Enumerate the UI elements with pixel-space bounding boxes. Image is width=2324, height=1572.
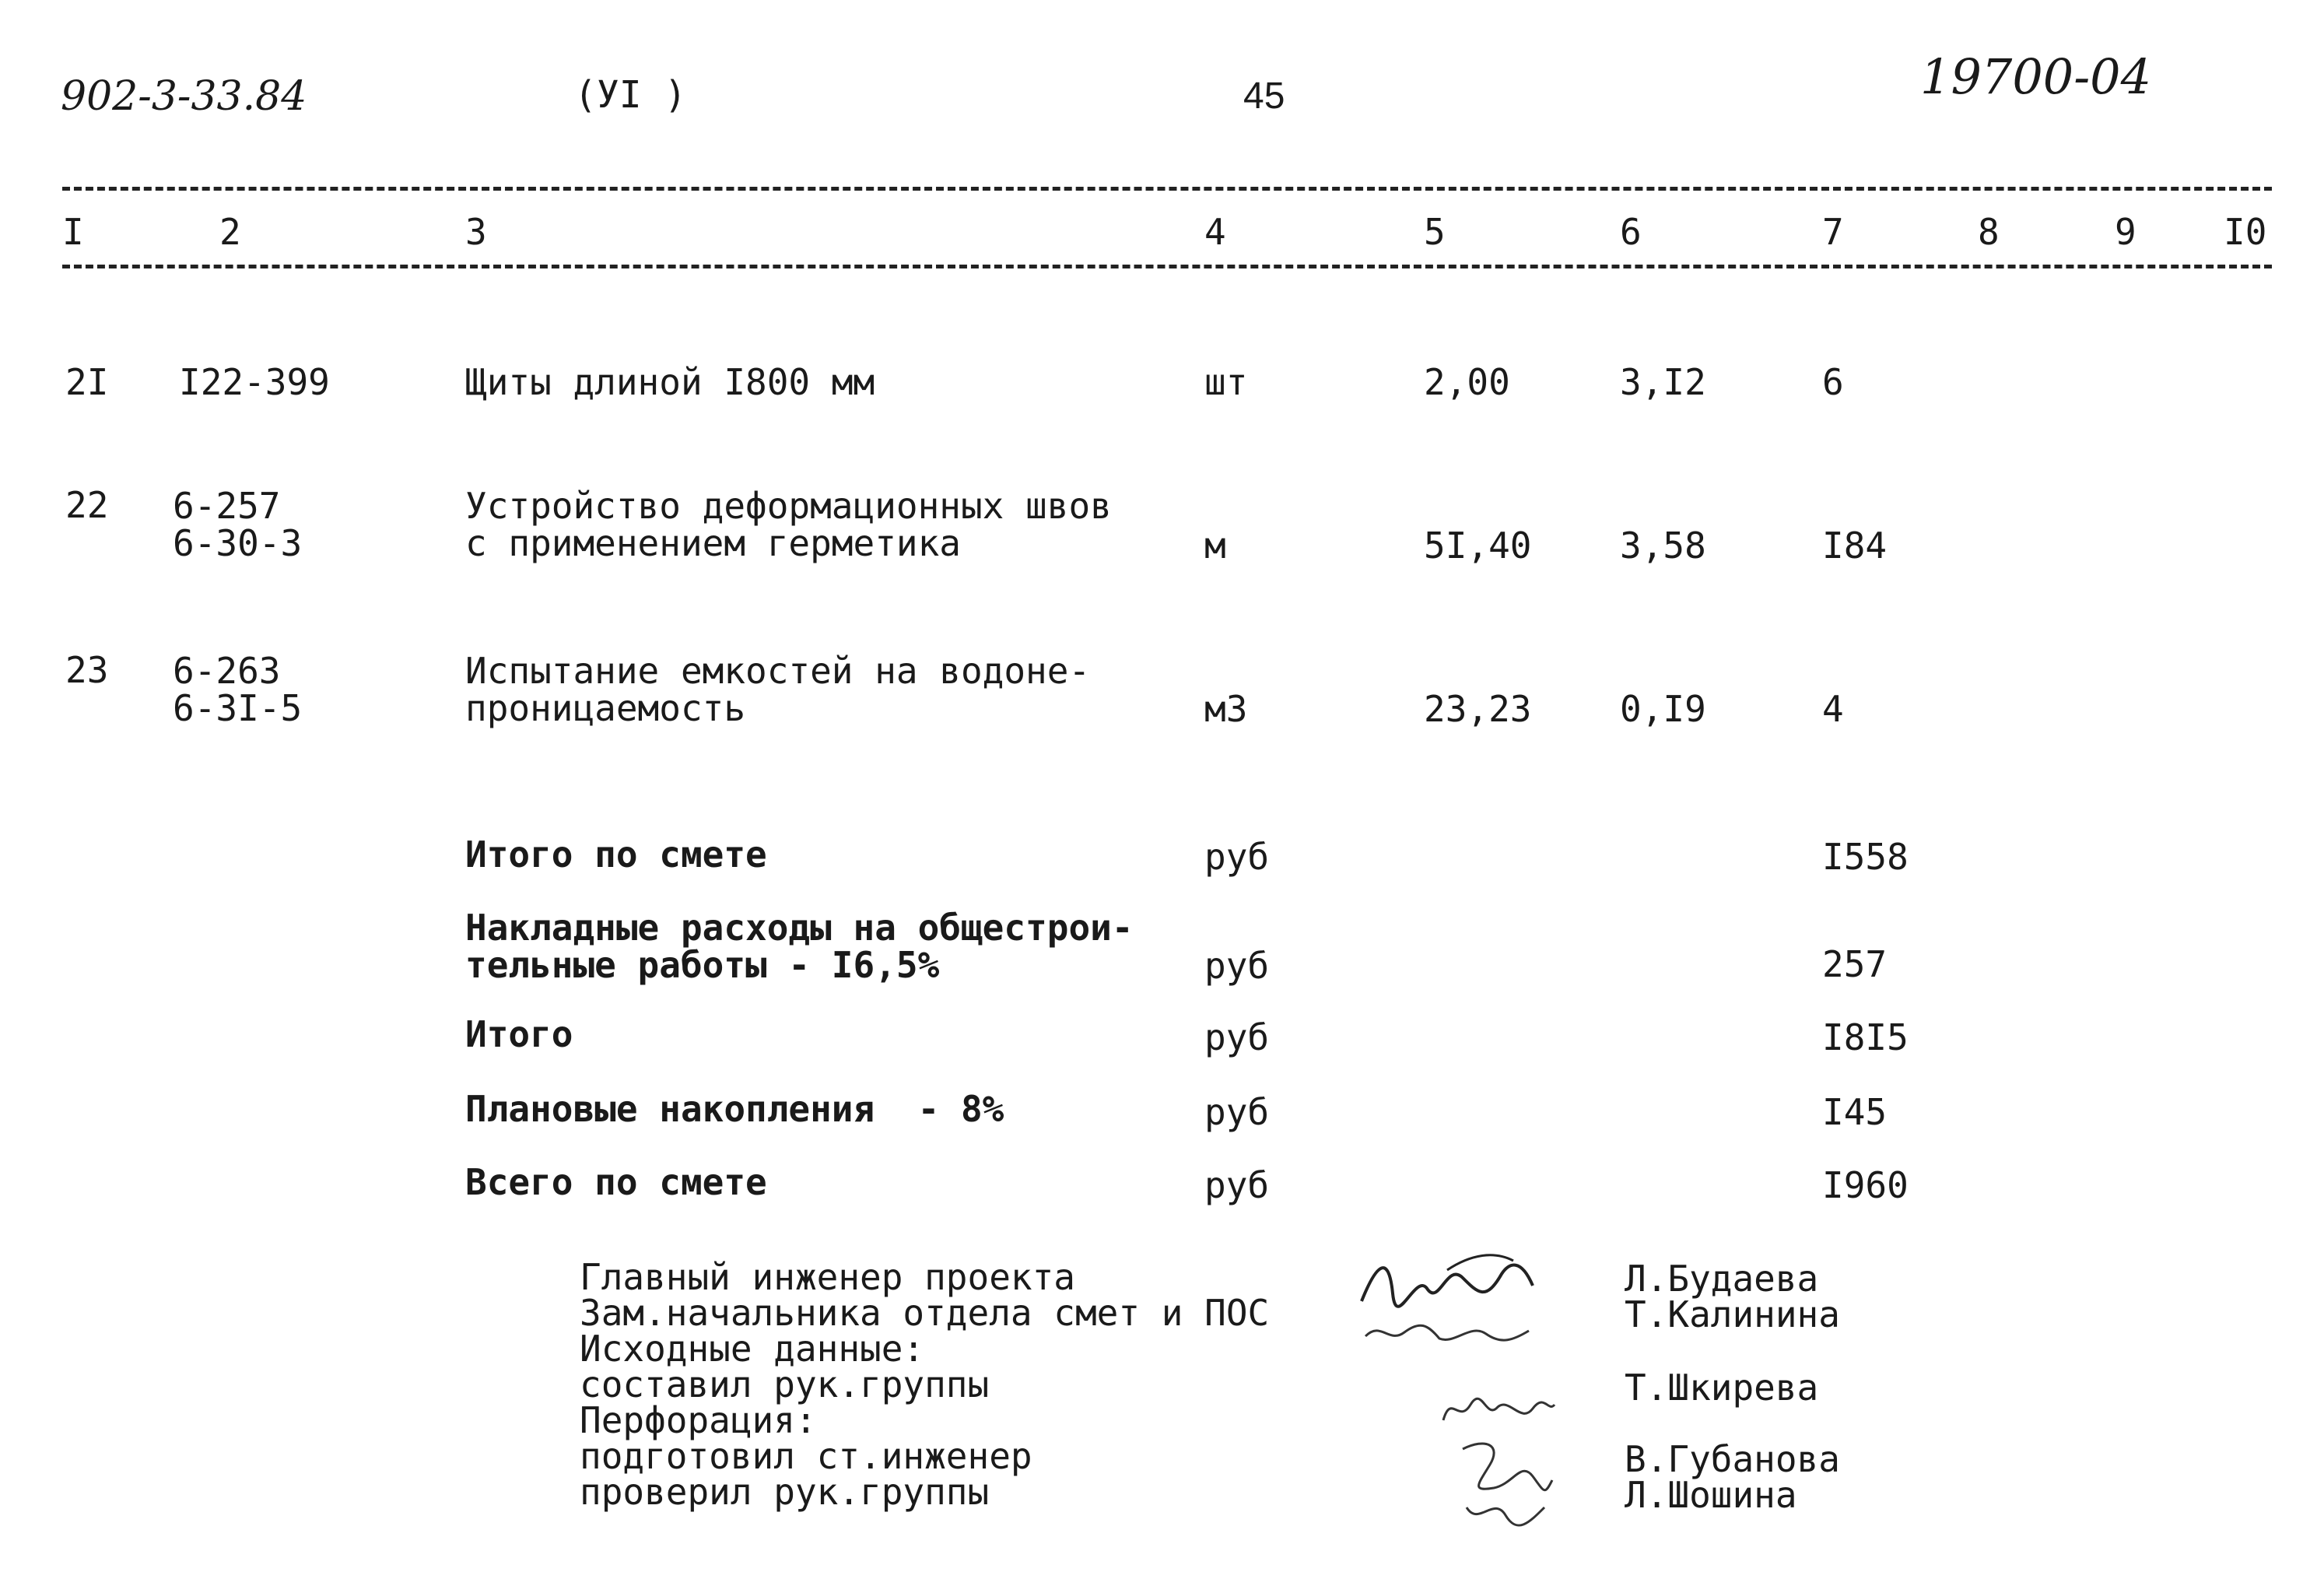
signature-roles: Главный инженер проекта Зам.начальника отдела смет и ПОС Исходные данные: составил рук.группы Перфорация: подготовил ст.инженер проверил рук.группы — [580, 1256, 1270, 1513]
row-number: 2I — [65, 361, 109, 403]
row-name: Устройство деформационных швов с применением герметика — [465, 485, 1112, 564]
section-marker: (УI ) — [574, 73, 687, 117]
summary-total: I45 — [1822, 1091, 1888, 1133]
summary-unit: руб — [1204, 836, 1270, 878]
summary-label: Плановые накопления - 8% — [465, 1088, 1004, 1130]
signatory-name: Л.Шошина — [1625, 1474, 1797, 1516]
handwritten-signature — [1447, 1409, 1556, 1547]
column-header: 8 — [1978, 211, 2000, 253]
row-total: 4 — [1822, 688, 1844, 730]
row-name: Испытание емкостей на водоне- проницаемость — [465, 650, 1091, 729]
summary-unit: руб — [1204, 1164, 1270, 1206]
signatory-name: Т.Шкирева — [1625, 1367, 1819, 1409]
row-number: 22 — [65, 484, 109, 526]
column-header: 7 — [1822, 211, 1844, 253]
summary-total: I8I5 — [1822, 1016, 1909, 1058]
summary-unit: руб — [1204, 945, 1270, 987]
row-code: I22-399 — [179, 361, 330, 403]
stamp-number: 19700-04 — [1920, 48, 2152, 105]
row-total: 6 — [1822, 361, 1844, 403]
row-unit: м3 — [1204, 688, 1248, 730]
column-header: I0 — [2224, 211, 2267, 253]
summary-total: I960 — [1822, 1164, 1909, 1206]
summary-label: Всего по смете — [465, 1161, 767, 1203]
row-number: 23 — [65, 649, 109, 691]
row-code: 6-257 6-30-3 — [173, 485, 303, 564]
column-header: I — [62, 211, 84, 253]
page-number: 45 — [1243, 75, 1285, 117]
summary-total: 257 — [1822, 943, 1888, 985]
column-header: 9 — [2115, 211, 2136, 253]
column-header: 4 — [1204, 211, 1226, 253]
row-unit: шт — [1204, 361, 1248, 403]
signatory-name: Л.Будаева — [1625, 1258, 1819, 1300]
column-header: 2 — [219, 211, 241, 253]
summary-label: Накладные расходы на общестрои- тельные работы - I6,5% — [465, 907, 1134, 986]
header-top-rule — [62, 187, 2272, 191]
row-quantity: 2,00 — [1424, 361, 1510, 403]
row-price: 0,I9 — [1620, 688, 1706, 730]
header-bottom-rule — [62, 265, 2272, 268]
summary-total: I558 — [1822, 836, 1909, 878]
summary-label: Итого — [465, 1013, 573, 1055]
row-quantity: 23,23 — [1424, 688, 1532, 730]
column-header: 5 — [1424, 211, 1446, 253]
row-price: 3,58 — [1620, 525, 1706, 567]
summary-label: Итого по смете — [465, 833, 767, 875]
row-name: Щиты длиной I800 мм — [465, 361, 875, 403]
row-total: I84 — [1822, 525, 1888, 567]
summary-unit: руб — [1204, 1091, 1270, 1133]
summary-unit: руб — [1204, 1016, 1270, 1058]
row-unit: м — [1204, 525, 1226, 567]
signatory-name: Т.Калинина — [1625, 1293, 1840, 1335]
column-header: 6 — [1620, 211, 1642, 253]
row-quantity: 5I,40 — [1424, 525, 1532, 567]
row-price: 3,I2 — [1620, 361, 1706, 403]
document-code: 902-3-33.84 — [61, 73, 307, 120]
handwritten-signature — [1362, 1292, 1533, 1360]
column-header: 3 — [465, 211, 487, 253]
signatory-name: В.Губанова — [1625, 1438, 1840, 1480]
row-code: 6-263 6-3I-5 — [173, 650, 303, 729]
